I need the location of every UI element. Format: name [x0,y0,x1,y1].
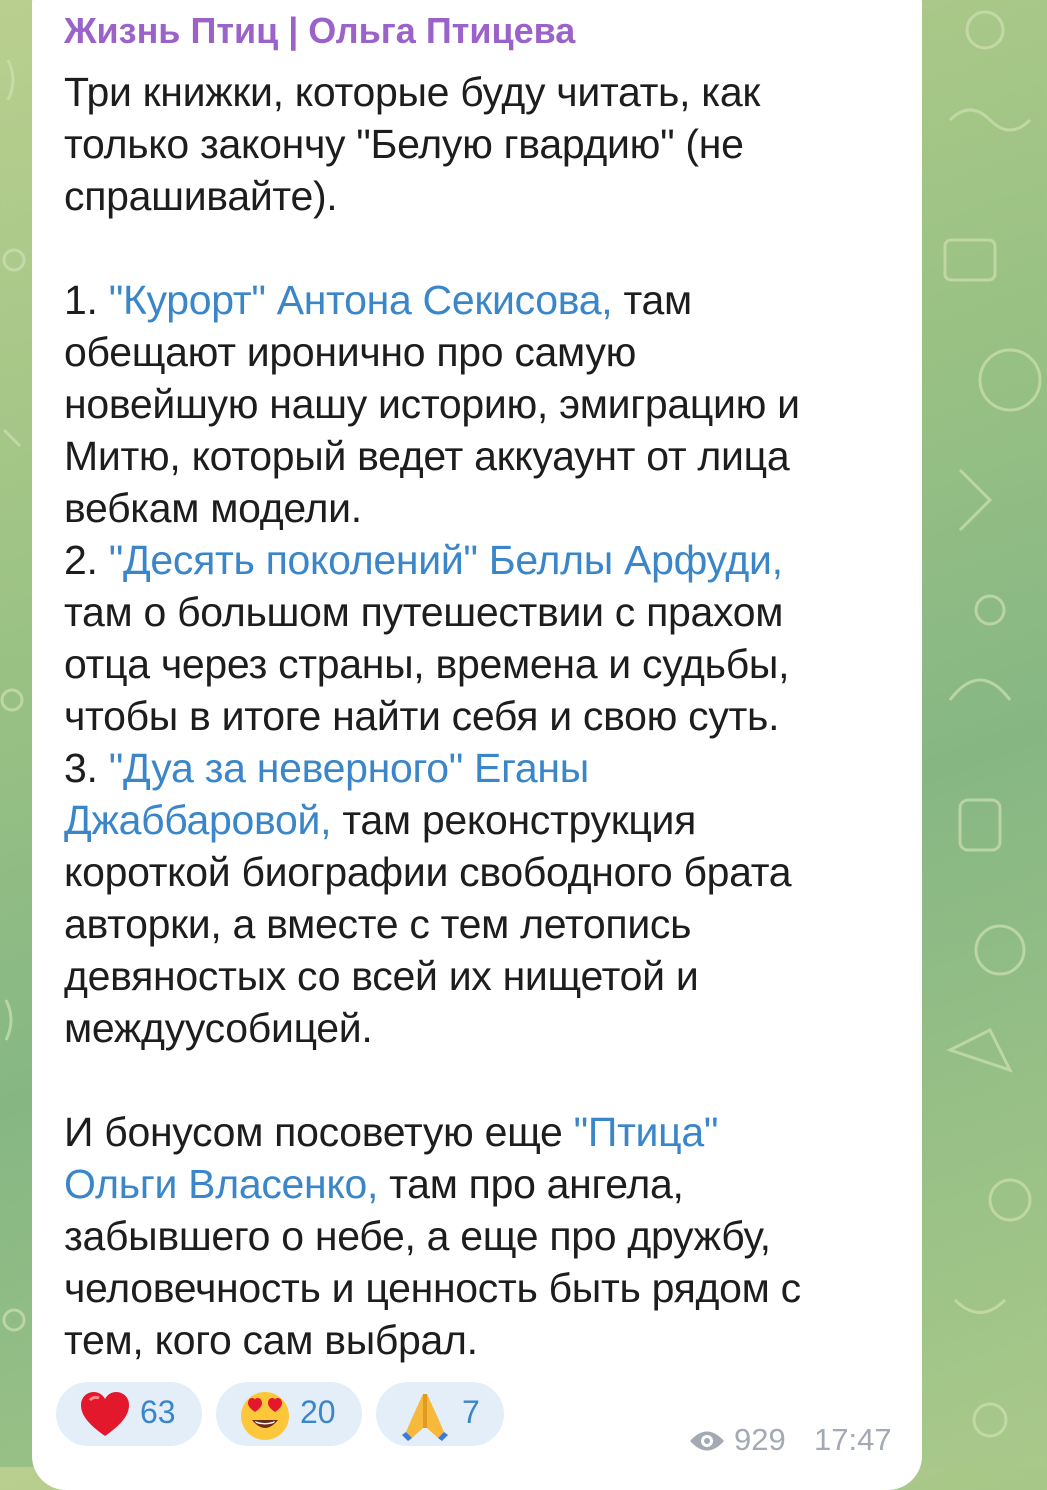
message-time: 17:47 [814,1422,892,1457]
message-text-segment: И бонусом посоветую еще [64,1109,574,1155]
book-link[interactable]: Джаббаровой, [64,797,332,843]
message-text-segment: вебкам модели. [64,485,362,531]
message-text-segment: короткой биографии свободного брата [64,849,792,895]
message-line [64,274,904,326]
reaction-count: 20 [300,1394,336,1430]
message-text-segment: авторки, а вместе с тем летопись [64,901,692,947]
message-text-segment: 1. [64,277,109,323]
message-text-segment: забывшего о небе, а еще про дружбу, [64,1213,771,1259]
message-line [64,586,904,638]
message-text-segment: новейшую нашу историю, эмиграцию и [64,381,800,427]
channel-name[interactable]: Жизнь Птиц | Ольга Птицева [64,10,576,51]
message-text-segment: чтобы в итоге найти себя и свою суть. [64,693,780,739]
heart-icon [78,1388,132,1442]
reaction-count: 63 [140,1394,176,1430]
message-text-segment: обещают иронично про самую [64,329,637,375]
message-line [64,1002,904,1054]
reaction-heart-eyes[interactable] [216,1382,362,1446]
message-text-segment: Три книжки, которые буду читать, как [64,69,760,115]
message-text-segment: междуусобицей. [64,1005,373,1051]
message-line [64,1158,904,1210]
message-line [64,794,904,846]
book-link[interactable]: "Десять поколений" Беллы Арфуди, [108,537,783,583]
message-text-segment: 3. [64,745,109,791]
message-text-segment: там о большом путешествии с прахом [64,589,784,635]
message-text [64,66,904,1366]
book-link[interactable]: "Дуа за неверного" Еганы [108,745,589,791]
book-link[interactable]: Ольги Власенко, [64,1161,379,1207]
reaction-folded-hands[interactable] [376,1382,504,1446]
eye-icon [688,1428,726,1454]
reaction-heart[interactable] [56,1382,202,1446]
message-line [64,1262,904,1314]
message-text-segment: Митю, который ведет аккуаунт от лица [64,433,790,479]
message-line [64,118,904,170]
message-line [64,378,904,430]
message-text-segment: отца через страны, времена и судьбы, [64,641,790,687]
message-text-segment: там про ангела, [378,1161,684,1207]
message-line [64,170,904,222]
views-count: 929 [734,1422,786,1457]
message-text-segment: там [612,277,692,323]
message-line [64,534,904,586]
message-text-segment: спрашивайте). [64,173,338,219]
message-line [64,950,904,1002]
message-line [64,66,904,118]
message-line [64,638,904,690]
message-line [64,742,904,794]
message-line [64,898,904,950]
message-blank-line [64,1054,904,1106]
message-text-segment: только закончу "Белую гвардию" (не [64,121,744,167]
message-line [64,846,904,898]
message-line [64,1210,904,1262]
message-text-segment: девяностых со всей их нищетой и [64,953,699,999]
message-text-segment: 2. [64,537,109,583]
heart-eyes-face-icon [238,1388,292,1442]
message-line [64,482,904,534]
message-line [64,690,904,742]
message-text-segment: человечность и ценность быть рядом с [64,1265,801,1311]
message-text-segment: тем, кого сам выбрал. [64,1317,478,1363]
book-link[interactable]: "Курорт" Антона Секисова, [108,277,613,323]
reaction-count: 7 [462,1394,480,1430]
book-link[interactable]: "Птица" [573,1109,719,1155]
message-blank-line [64,222,904,274]
message-text-segment: там реконструкция [331,797,697,843]
message-line [64,326,904,378]
message-line [64,1106,904,1158]
message-line [64,1314,904,1366]
message-line [64,430,904,482]
folded-hands-icon [398,1388,452,1442]
